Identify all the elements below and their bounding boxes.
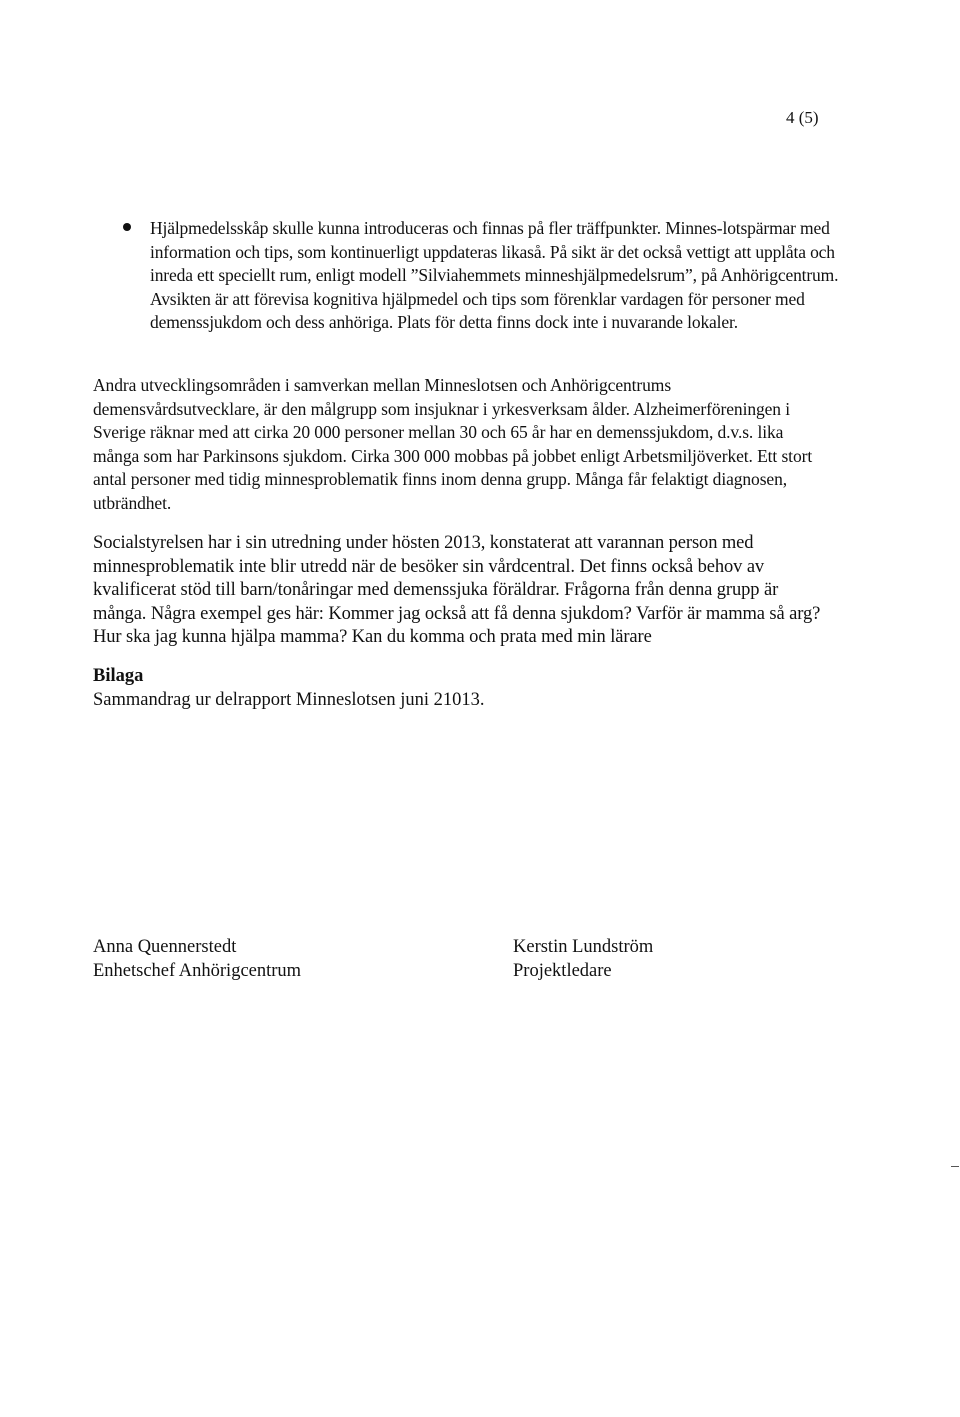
- signature-title: Projektledare: [513, 961, 612, 981]
- paragraph-socialstyrelsen: Socialstyrelsen har i sin utredning under hösten 2013, konstaterat att varannan person med minnesproblematik inte blir utredd när de besöker sin vårdcentral. Det finns också behov av kvalificerat stöd till barn/tonåringar med demenssjuka föräldrar. Frågorna från denna grupp är många. Några exempel ges här: Kommer jag också att få denna sjukdom? Varför är mamma så arg? Hur ska jag kunna hjälpa mamma? Kan du komma och prata med min lärare: [93, 533, 821, 648]
- bullet-item-text: Hjälpmedelsskåp skulle kunna introduceras och finnas på fler träffpunkter. Minnes-lotspärmar med information och tips, som kontinuerligt uppdateras likaså. På sikt är det också vettigt att upplåta och inreda ett speciellt rum, enligt modell ”Silviahemmets minneshjälpmedelsrum”, på Anhörigcentrum. Avsikten är att förevisa kognitiva hjälpmedel och tips som förenklar vardagen för personer med demenssjukdom och dess anhöriga. Plats för detta finns dock inte i nuvarande lokaler.: [150, 218, 839, 333]
- signature-name: Kerstin Lundström: [513, 937, 654, 957]
- signature-block-left: [93, 935, 301, 983]
- attachment-text: Sammandrag ur delrapport Minneslotsen juni 21013.: [93, 690, 485, 710]
- signature-title: Enhetschef Anhörigcentrum: [93, 961, 302, 981]
- page-number: 4 (5): [786, 108, 819, 127]
- signature-name: Anna Quennerstedt: [93, 937, 237, 957]
- signature-block-right: [513, 935, 653, 983]
- paragraph-development-areas: Andra utvecklingsområden i samverkan mellan Minneslotsen och Anhörigcentrums demensvårdsutvecklare, är den målgrupp som insjuknar i yrkesverksam ålder. Alzheimerföreningen i Sverige räknar med att cirka 20 000 personer mellan 30 och 65 år har en demenssjukdom, d.v.s. lika många som har Parkinsons sjukdom. Cirka 300 000 mobbas på jobbet enligt Arbetsmiljöverket. Ett stort antal personer med tidig minnesproblematik finns inom denna grupp. Många får felaktigt diagnosen, utbrändhet.: [93, 375, 813, 513]
- bullet-icon: [123, 223, 131, 231]
- margin-mark: [951, 1166, 959, 1167]
- attachment-heading: Bilaga: [93, 666, 144, 686]
